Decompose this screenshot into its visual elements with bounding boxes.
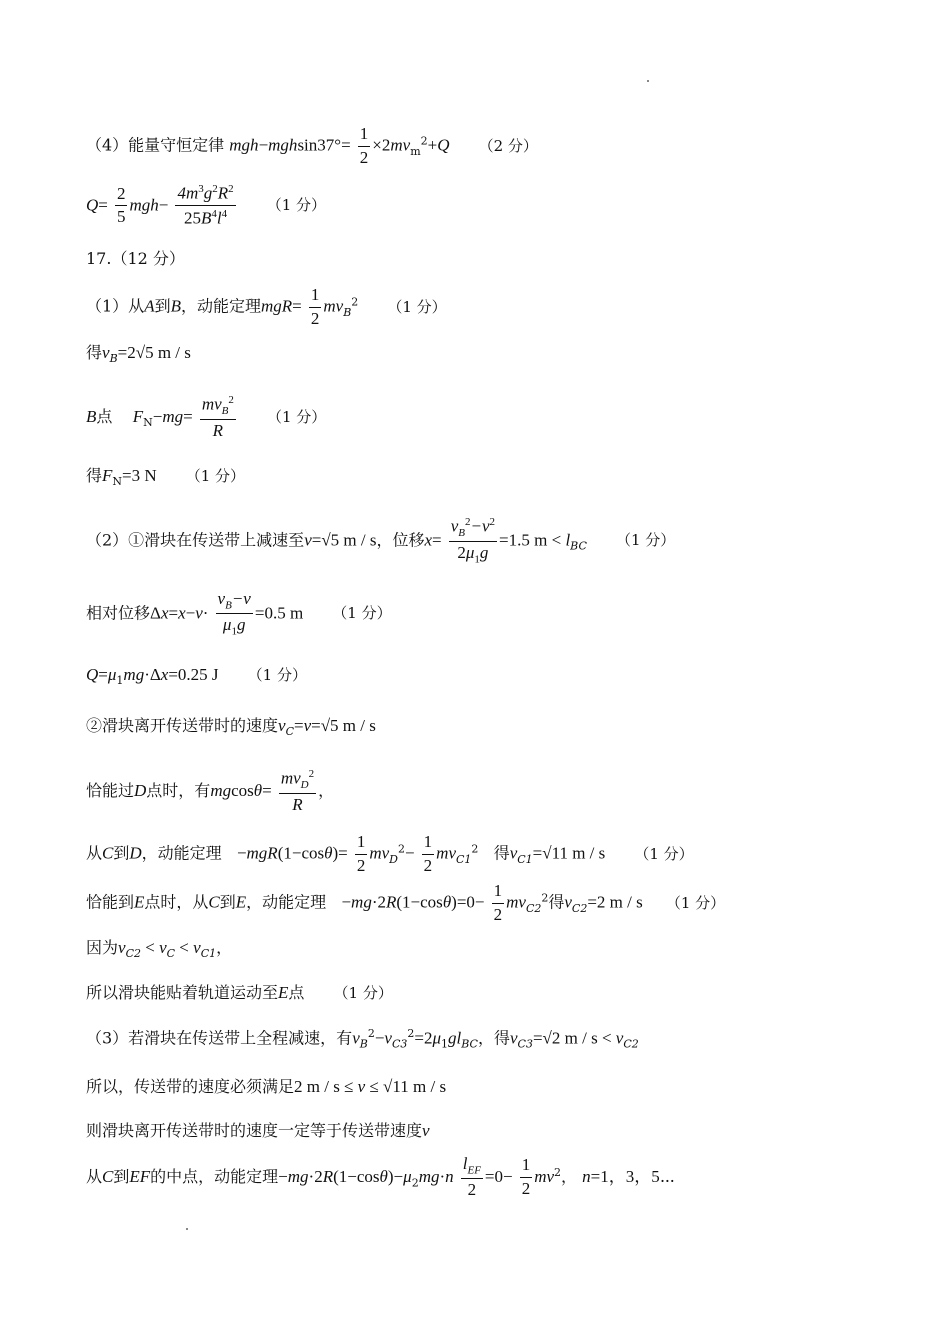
line-point-b: B点 $F_N-mg=$ $\frac{mv_B^2}{R}$ （1 分）	[86, 394, 327, 441]
scan-dot	[186, 1228, 188, 1230]
line-relative-displacement: 相对位移Δx=x−v· $\frac{v_B-v}{\mu_1g}$ =0.5 m （1 分）	[86, 589, 392, 638]
line-energy-conservation: （4）能量守恒定律 mgh−mghsin37°= $\frac{1}{2}$ $\times 2mv_m^2+Q$ （2 分）	[86, 124, 538, 167]
score: （1 分）	[333, 984, 393, 1002]
line-c-to-ef: 从C到EF的中点，动能定理$-mg\cdot 2R(1-\cos\theta)-\mu_2mg\cdot n$ $\frac{l_{EF}}{2}$ =0− $\frac{1}{2}$ $mv^2$， n=1，3，5⋯	[86, 1154, 676, 1200]
score: （1 分）	[634, 844, 694, 863]
line-because: 因为$v_{C2} < v_C < v_{C1}$，	[86, 938, 233, 961]
line-point-e: 恰能到E点时，从C到E，动能定理 −mg·2R(1−cosθ)=0− $\frac{1}{2}$ $mv_{C2}^2$得$v_{C2}=2$ m / s （1 分）	[86, 881, 726, 924]
fraction: $\frac{1}{2}$	[359, 124, 369, 167]
line-part1: （1）从A到B，动能定理mgR= $\frac{1}{2}$ $mv_B^2$ （1 分）	[86, 285, 447, 328]
line-heat: $Q=\mu_1mg\cdot\Delta x=0.25$ J （1 分）	[86, 665, 307, 688]
score: （1 分）	[665, 893, 726, 912]
line-belt-speed: 则滑块离开传送带时的速度一定等于传送带速度v	[86, 1121, 430, 1140]
line-part3: （3）若滑块在传送带上全程减速，有$v_B^2-v_{C3}^2=2\mu_1gl_{BC}$，得$v_{C3}=√2$ $m / s < v_{C2}$	[86, 1027, 639, 1051]
score: （1 分）	[266, 196, 327, 215]
line-speed-range: 所以，传送带的速度必须满足2 m / s ≤ v ≤ √11 m / s	[86, 1077, 447, 1096]
problem-17-heading: 17.（12 分）	[86, 249, 185, 268]
score: （1 分）	[266, 407, 327, 426]
score: （1 分）	[332, 604, 392, 623]
line-conclusion-e: 所以滑块能贴着轨道运动至E点 （1 分）	[86, 983, 393, 1002]
score: （1 分）	[387, 297, 447, 316]
score: （2 分）	[478, 136, 538, 155]
score: （1 分）	[185, 467, 246, 485]
line-fn: 得$F_N=3$ N （1 分）	[86, 466, 246, 489]
line-c-to-d: 从C到D，动能定理 −mgR(1−cosθ)= $\frac{1}{2}$ $mv_D^2-$ $\frac{1}{2}$ $mv_{C1}^2$ 得$v_{C1}=√11$ m / s （1 分）	[86, 832, 694, 875]
scan-dot	[647, 80, 649, 82]
score: （1 分）	[615, 531, 676, 550]
line-vc: ②滑块离开传送带时的速度$v_C=v=√5$ m / s	[86, 716, 376, 739]
line-part2: （2）①滑块在传送带上减速至v=√5 m / s，位移x= $\frac{v_B^2-v^2}{2\mu_1g}$ =1.5 $m < l_{BC}$ （1 分）	[86, 516, 676, 566]
line-vb: 得$v_B=2√5$ m / s	[86, 343, 191, 366]
score: （1 分）	[247, 666, 307, 684]
equation: mgh	[229, 135, 259, 155]
line-q-result: Q= $\frac{2}{5}$ mgh− $\frac{4m^3g^2R^2}{25B^4l^4}$ （1 分）	[86, 183, 327, 228]
line-point-d: 恰能过D点时，有mgcosθ= $\frac{mv_D^2}{R}$ ，	[86, 768, 335, 815]
